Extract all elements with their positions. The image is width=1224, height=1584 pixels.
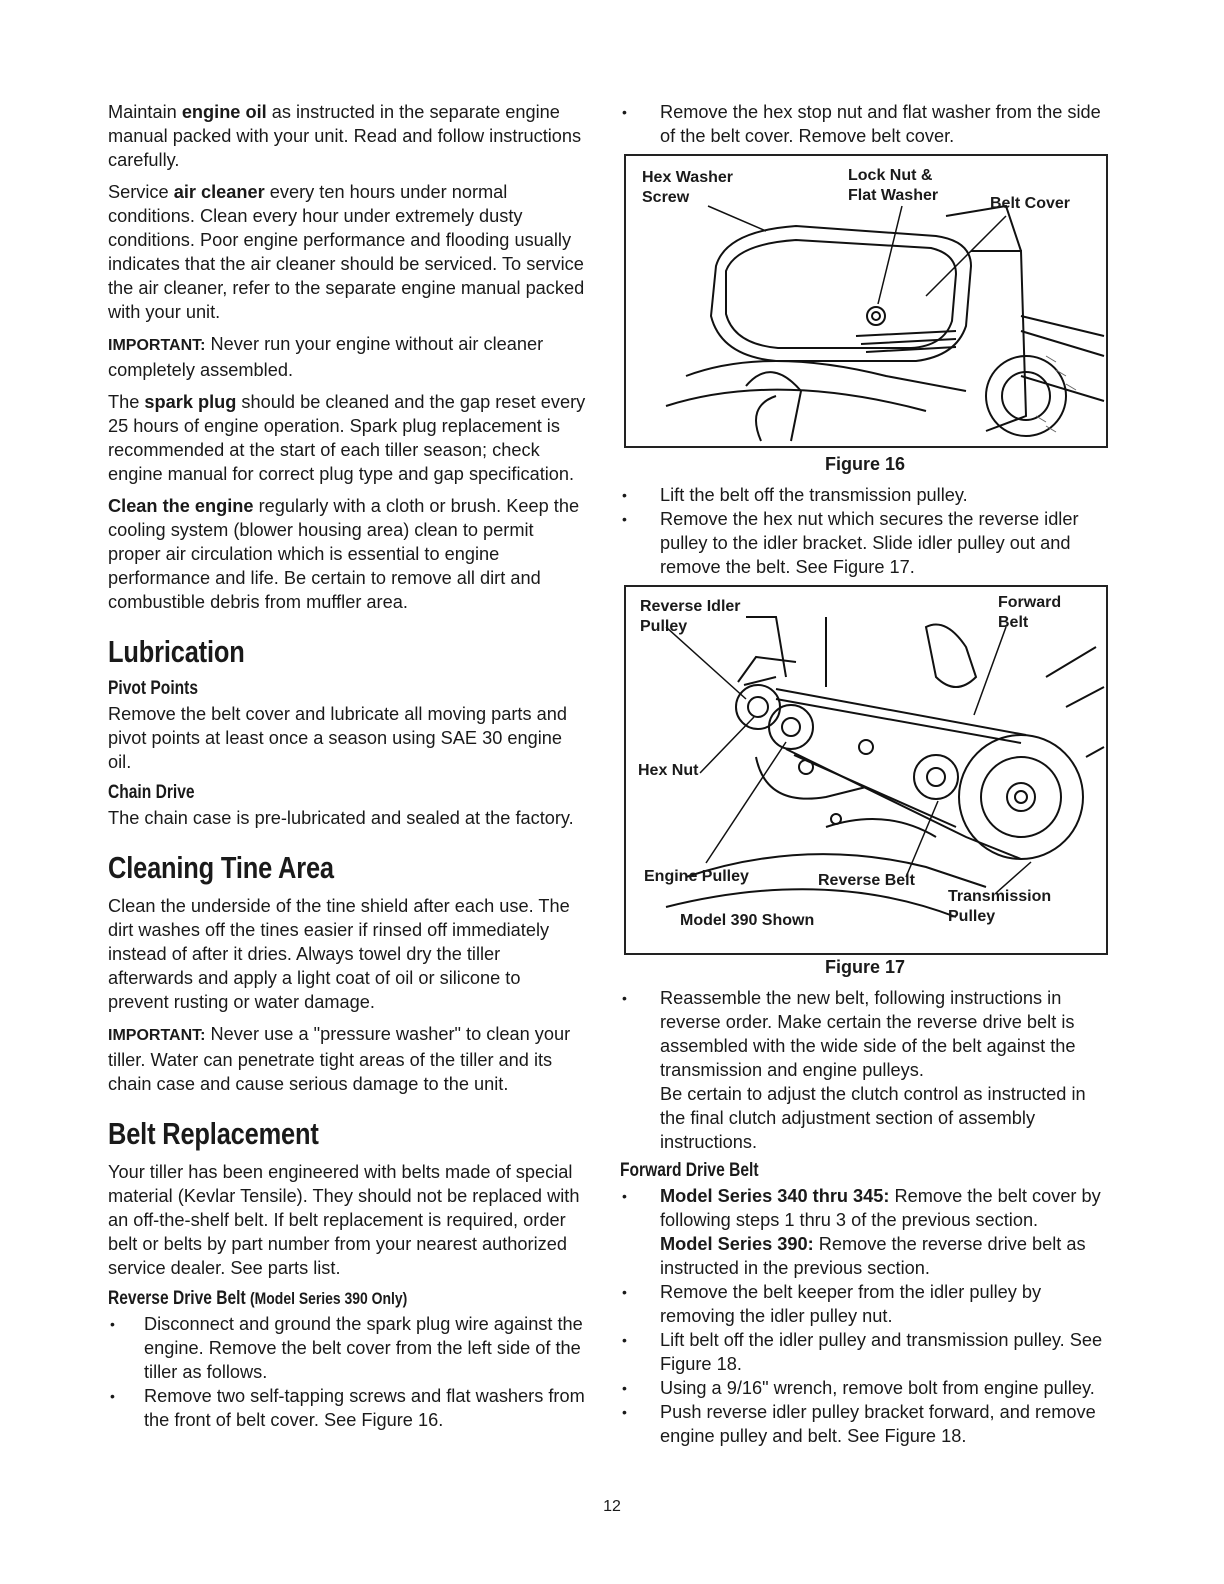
list-item: • Disconnect and ground the spark plug wire against the engine. Remove the belt cover from the left side of the tiller as follows. [108,1312,586,1384]
list-item: • Remove the belt keeper from the idler pulley by removing the idler pulley nut. [620,1280,1110,1328]
label-model-390-shown: Model 390 Shown [680,912,815,929]
label-reverse-belt: Reverse Belt [818,872,915,889]
page-number: 12 [603,1498,621,1515]
label-reverse-idler-pulley: Reverse Idler Pulley [640,598,741,635]
belt-replacement-text: Your tiller has been engineered with belts made of special material (Kevlar Tensile). They should not be replaced with an off-the-shelf belt. If belt replacement is required, order belt or belts by part number from your nearest authorized service dealer. See parts list. [108,1162,580,1278]
list-item: • Using a 9/16" wrench, remove bolt from engine pulley. [620,1376,1110,1400]
label-engine-pulley: Engine Pulley [644,868,749,885]
left-column [108,100,586,1436]
important-pressure-washer: IMPORTANT: Never use a "pressure washer" to clean your tiller. Water can penetrate tight areas of the tiller and its chain case and cause serious damage to the unit. [108,1024,571,1094]
spark-plug-paragraph: The spark plug should be cleaned and the gap reset every 25 hours of engine operation. Spark plug replacement is recommended at the start of each tiller season; check engine manual for correct plug type and gap specification. [108,392,586,484]
list-item: • Lift belt off the idler pulley and transmission pulley. See Figure 18. [620,1328,1110,1376]
list-item: • Lift the belt off the transmission pulley. [620,483,1110,507]
forward-belt-steps [620,1184,1110,1448]
list-item: • Remove two self-tapping screws and flat washers from the front of belt cover. See Figure 16. [108,1384,586,1432]
important-air-cleaner: IMPORTANT: Never run your engine without air cleaner completely assembled. [108,334,544,380]
belt-replacement-heading: Belt Replacement [108,1116,319,1151]
list-item: • Push reverse idler pulley bracket forward, and remove engine pulley and belt. See Figure 18. [620,1400,1110,1448]
pivot-points-heading: Pivot Points [108,678,199,699]
label-hex-washer-screw: Hex Washer Screw [642,169,733,206]
cleaning-tine-text: Clean the underside of the tine shield after each use. The dirt washes off the tines easier if rinsed off immediately instead of after it dries. Always towel dry the tiller afterwards and apply a light coat of oil or silicone to prevent rusting or water damage. [108,896,570,1012]
chain-drive-text: The chain case is pre-lubricated and sealed at the factory. [108,808,574,828]
list-item: • Model Series 340 thru 345: Remove the belt cover by following steps 1 thru 3 of the previous section. Model Series 390: Remove the reverse drive belt as instructed in the previous section. [620,1184,1110,1280]
reverse-drive-belt-heading: Reverse Drive Belt (Model Series 390 Only) [108,1288,408,1309]
label-forward-belt: Forward Belt [998,594,1062,631]
right-column [620,100,1110,1452]
pivot-points-text: Remove the belt cover and lubricate all moving parts and pivot points at least once a season using SAE 30 engine oil. [108,704,567,772]
label-transmission-pulley: Transmission Pulley [948,888,1052,925]
idler-pulley-steps [620,483,1110,579]
reassemble-steps [620,986,1110,1154]
figure-16-caption: Figure 16 [824,454,906,474]
cover-removal-steps [620,100,1110,148]
forward-drive-belt-heading: Forward Drive Belt [620,1160,759,1181]
label-belt-cover: Belt Cover [990,195,1071,212]
figure-17 [624,585,1108,955]
reverse-belt-steps [108,1312,586,1432]
list-item: • Remove the hex nut which secures the reverse idler pulley to the idler bracket. Slide idler pulley out and remove the belt. See Figure 17. [620,507,1110,579]
figure-17-caption: Figure 17 [824,957,906,977]
engine-oil-paragraph: Maintain engine oil as instructed in the separate engine manual packed with your unit. Read and follow instructions carefully. [108,102,582,170]
list-item: • Reassemble the new belt, following instructions in reverse order. Make certain the reverse drive belt is assembled with the wide side of the belt against the transmission and engine pulleys. Be certain to adjust the clutch control as instructed in the final clutch adjustment section of assembly instructions. [620,986,1110,1154]
label-hex-nut: Hex Nut [638,762,699,779]
figure-16 [624,154,1108,448]
lubrication-heading: Lubrication [108,634,245,669]
clean-engine-paragraph: Clean the engine regularly with a cloth or brush. Keep the cooling system (blower housing area) clean to permit proper air circulation which is essential to engine performance and life. Be certain to remove all dirt and combustible debris from muffler area. [108,496,580,612]
list-item: • Remove the hex stop nut and flat washer from the side of the belt cover. Remove belt cover. [620,100,1110,148]
air-cleaner-paragraph: Service air cleaner every ten hours under normal conditions. Clean every hour under extremely dusty conditions. Poor engine performance and flooding usually indicates that the air cleaner should be serviced. To service the air cleaner, refer to the separate engine manual packed with your unit. [108,182,585,322]
cleaning-tine-heading: Cleaning Tine Area [108,850,334,885]
chain-drive-heading: Chain Drive [108,782,195,803]
label-lock-nut: Lock Nut & Flat Washer [848,167,939,204]
